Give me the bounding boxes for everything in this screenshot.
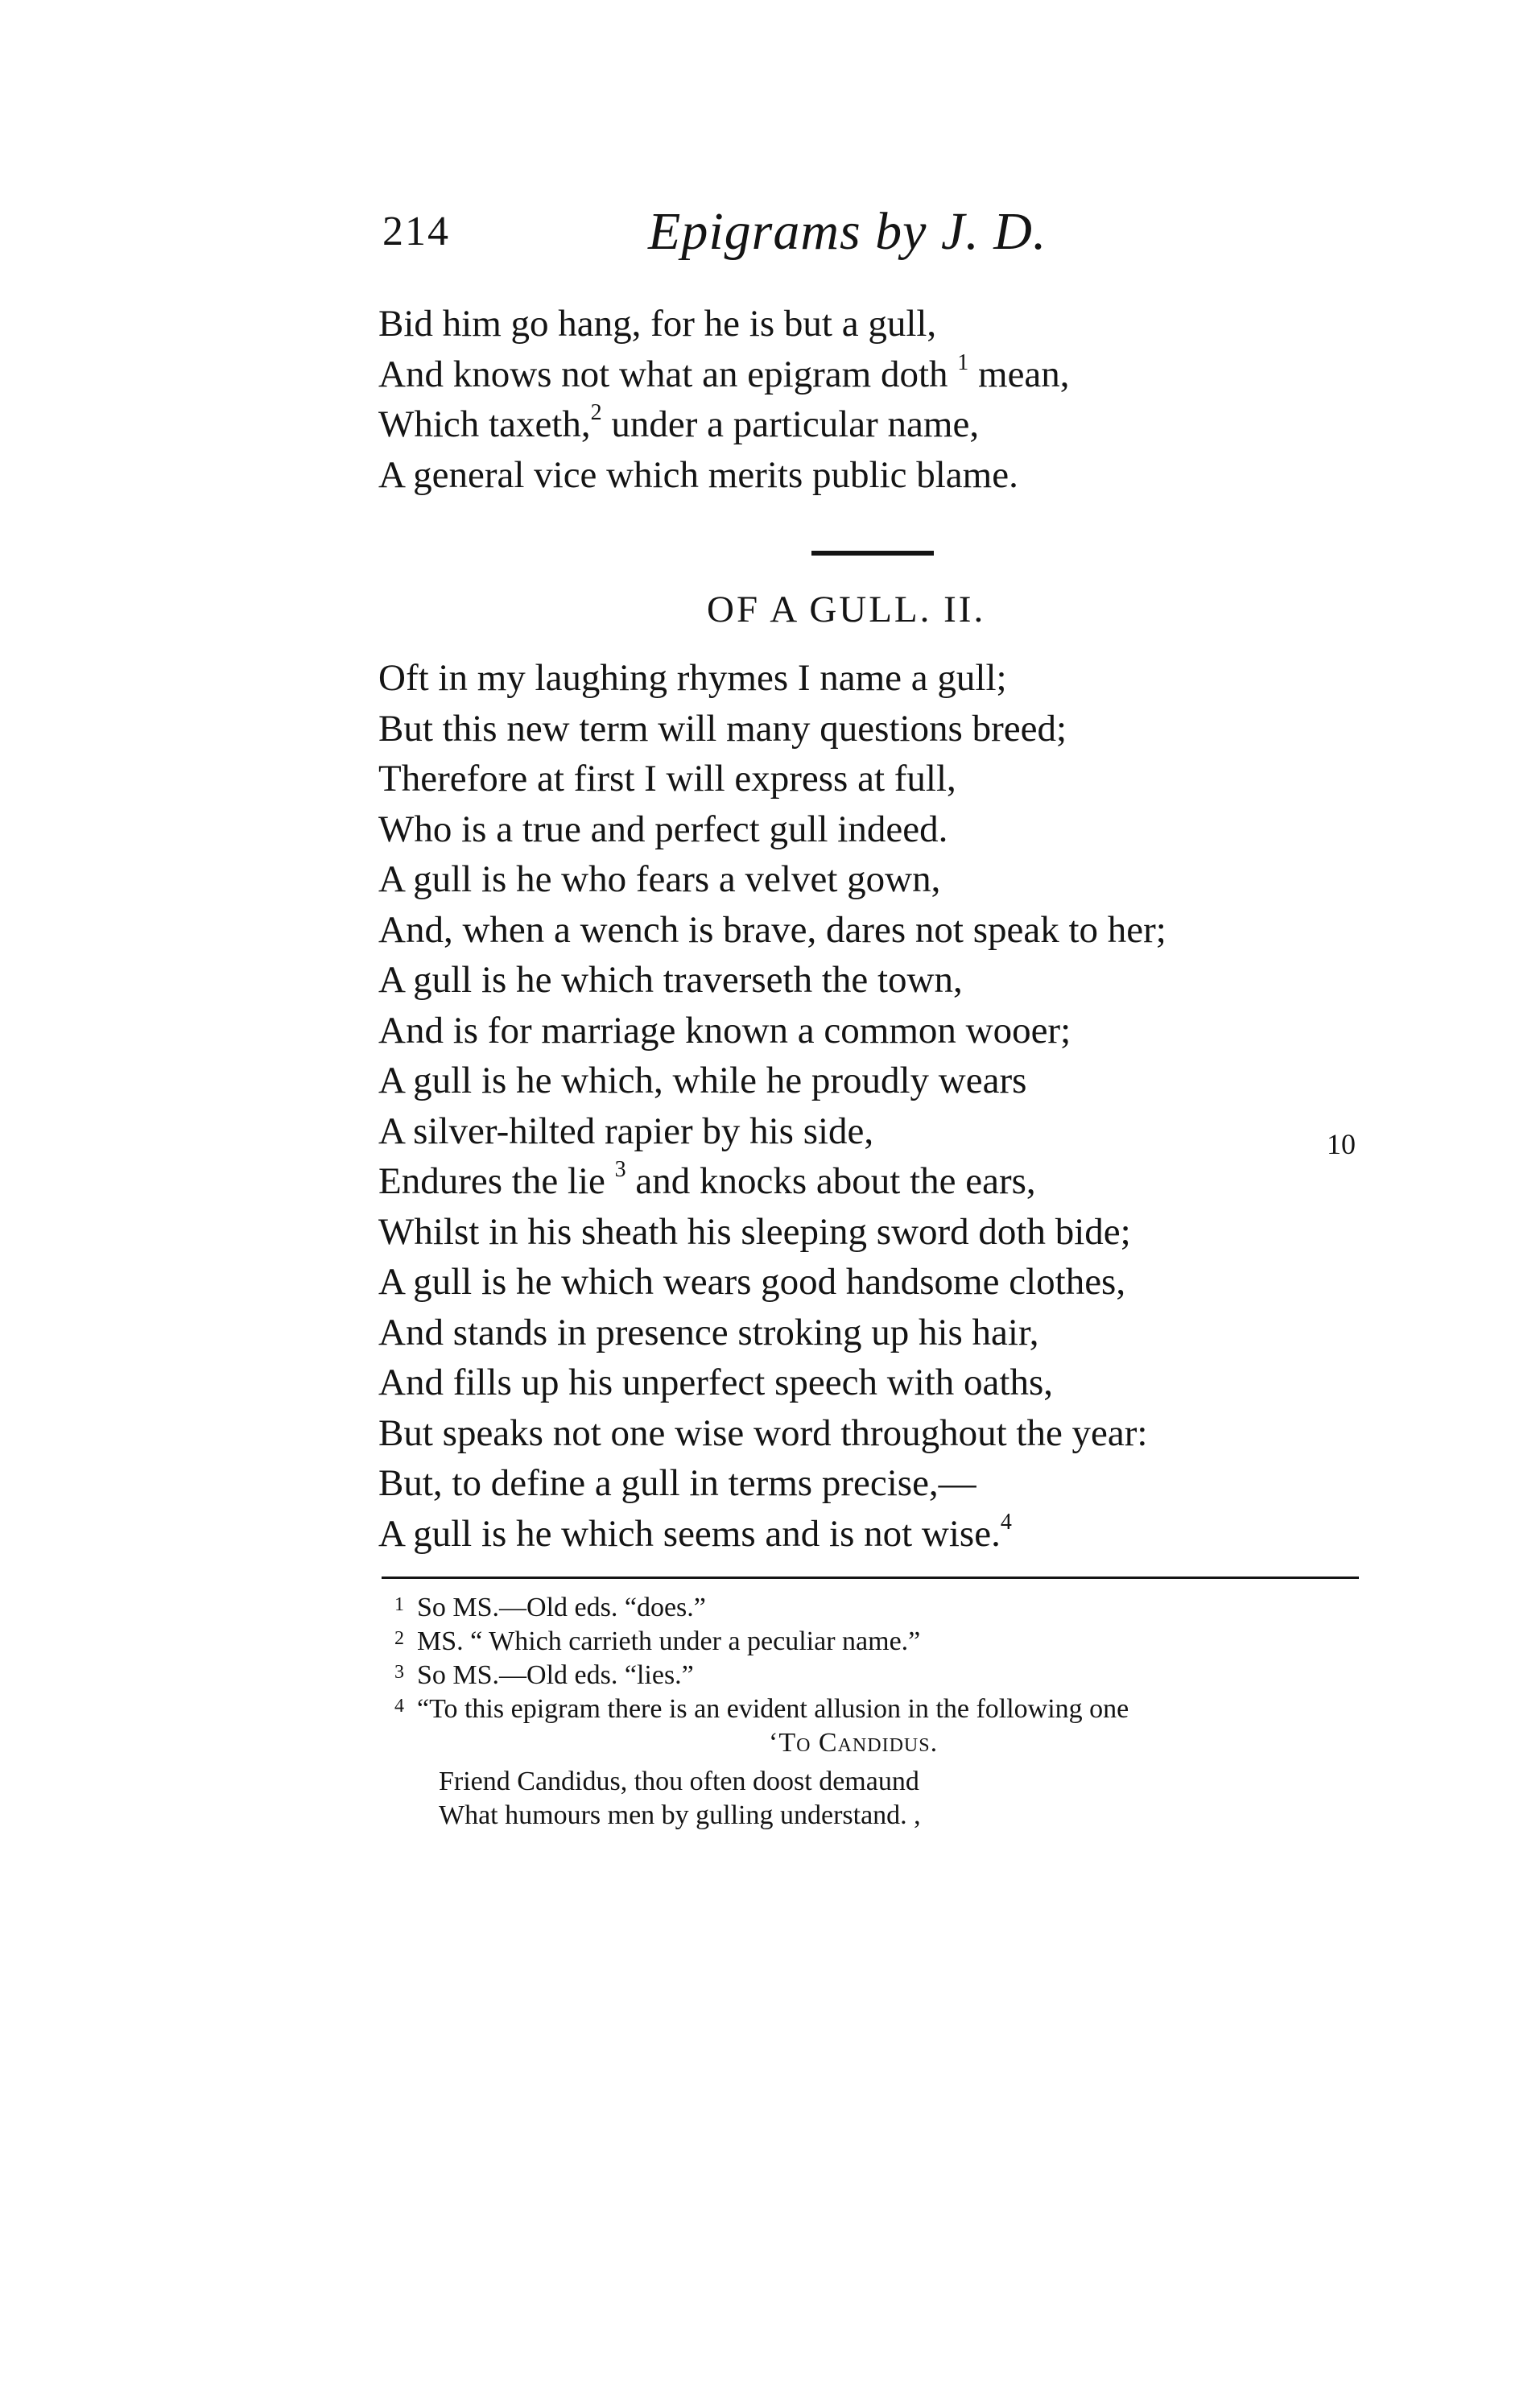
footnote: 1 So MS.—Old eds. “does.” — [394, 1591, 706, 1625]
footnote-quoted-title: ‘To Candidus. — [769, 1728, 939, 1758]
running-title: Epigrams by J. D. — [648, 202, 1047, 261]
footnote-reference: 2 — [590, 400, 602, 426]
footnote: 2 MS. “ Which carrieth under a peculiar name.” — [394, 1625, 920, 1659]
poem-title: OF A GULL. II. — [707, 589, 986, 630]
footnote-mark: 3 — [394, 1662, 404, 1683]
footnote-quoted-verse: Friend Candidus, thou often doost demaund — [439, 1767, 919, 1796]
verse-line: And knows not what an epigram doth $^1$ mean, — [378, 350, 1070, 395]
footnote-quoted-verse: What humours men by gulling understand. , — [439, 1800, 921, 1830]
verse-line: And fills up his unperfect speech with oaths, — [378, 1362, 1053, 1403]
verse-line: Endures the lie $^3$ and knocks about the ears, — [378, 1157, 1036, 1202]
running-header — [382, 201, 1348, 274]
verse-line: A general vice which merits public blame. — [378, 454, 1018, 496]
footnote-reference: 3 — [614, 1157, 626, 1183]
footnote-reference: 1 — [957, 350, 969, 376]
verse-line: Oft in my laughing rhymes I name a gull; — [378, 657, 1007, 699]
verse-line: But speaks not one wise word throughout the year: — [378, 1412, 1148, 1454]
verse-line: But this new term will many questions breed; — [378, 708, 1067, 750]
verse-line: And stands in presence stroking up his hair, — [378, 1312, 1039, 1353]
page-number: 214 — [382, 209, 450, 254]
footnote-mark: 2 — [394, 1628, 404, 1649]
verse-line: A gull is he which traverseth the town, — [378, 959, 963, 1001]
verse-line: Which taxeth,$^2$ under a particular name, — [378, 400, 980, 445]
verse-line: Bid him go hang, for he is but a gull, — [378, 303, 937, 345]
section-divider — [811, 551, 934, 556]
footnote: 3 So MS.—Old eds. “lies.” — [394, 1659, 694, 1692]
verse-line: A gull is he which wears good handsome clothes, — [378, 1261, 1126, 1303]
verse-line: Whilst in his sheath his sleeping sword doth bide; — [378, 1211, 1131, 1253]
verse-line: And, when a wench is brave, dares not speak to her; — [378, 909, 1166, 951]
footnote-divider — [382, 1577, 1359, 1579]
footnote-mark: 1 — [394, 1594, 404, 1615]
verse-line: A gull is he which seems and is not wise.$^4$ — [378, 1510, 1012, 1555]
footnote: 4 “To this epigram there is an evident allusion in the following one — [394, 1692, 1129, 1726]
verse-line: And is for marriage known a common wooer; — [378, 1010, 1071, 1052]
verse-line: A silver-hilted rapier by his side, — [378, 1110, 874, 1152]
verse-line: Therefore at first I will express at full, — [378, 758, 956, 800]
footnote-mark: 4 — [394, 1696, 404, 1717]
verse-line: A gull is he who fears a velvet gown, — [378, 858, 941, 900]
verse-line: A gull is he which, while he proudly wears — [378, 1060, 1027, 1101]
verse-line: But, to define a gull in terms precise,— — [378, 1462, 976, 1504]
footnote-reference: 4 — [1000, 1510, 1012, 1535]
verse-line: Who is a true and perfect gull indeed. — [378, 808, 948, 850]
line-number: 10 — [1327, 1128, 1356, 1160]
